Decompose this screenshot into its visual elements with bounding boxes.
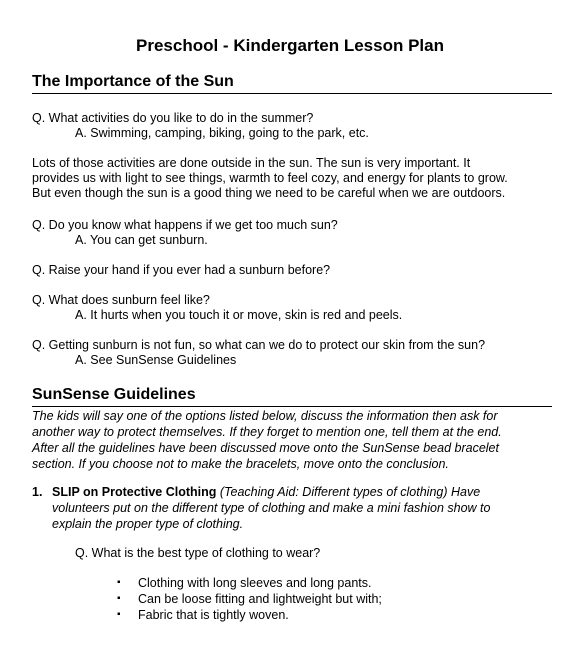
bullet-item-2: Can be loose fitting and lightweight but with; (138, 592, 382, 606)
bullet-item-1: Clothing with long sleeves and long pants. (138, 576, 372, 590)
bullet-item-3: Fabric that is tightly woven. (138, 608, 289, 622)
question-5: Q. Getting sunburn is not fun, so what can we do to protect our skin from the sun? (32, 338, 486, 352)
item-1-title: SLIP on Protective Clothing (52, 485, 217, 499)
question-3: Q. Raise your hand if you ever had a sunburn before? (32, 263, 331, 277)
paragraph-line-2: provides us with light to see things, warmth to feel cozy, and energy for plants to grow. (32, 171, 508, 185)
bullet-icon: ▪ (117, 593, 121, 604)
question-1: Q. What activities do you like to do in the summer? (32, 111, 314, 125)
page-title: Preschool - Kindergarten Lesson Plan (136, 36, 444, 55)
intro-line-1: The kids will say one of the options listed below, discuss the information then ask for (32, 409, 498, 423)
paragraph-line-1: Lots of those activities are done outside in the sun. The sun is very important. It (32, 156, 471, 170)
question-2: Q. Do you know what happens if we get too much sun? (32, 218, 338, 232)
answer-2: A. You can get sunburn. (75, 233, 208, 247)
item-1-line-1 (52, 484, 480, 500)
question-4: Q. What does sunburn feel like? (32, 293, 210, 307)
item-1-description: (Teaching Aid: Different types of clothing) Have (216, 485, 481, 499)
bullet-icon: ▪ (117, 609, 121, 620)
answer-5: A. See SunSense Guidelines (75, 353, 237, 367)
clothing-question: Q. What is the best type of clothing to wear? (75, 546, 321, 560)
answer-1: A. Swimming, camping, biking, going to the park, etc. (75, 126, 369, 140)
paragraph-line-3: But even though the sun is a good thing we need to be careful when we are outdoors. (32, 186, 506, 200)
item-1-line-3: explain the proper type of clothing. (52, 517, 244, 531)
section-heading-sunsense-guidelines: SunSense Guidelines (32, 386, 552, 407)
section-heading-importance-of-sun: The Importance of the Sun (32, 73, 552, 94)
item-1-number: 1. (32, 485, 43, 499)
answer-4: A. It hurts when you touch it or move, skin is red and peels. (75, 308, 403, 322)
intro-line-4: section. If you choose not to make the bracelets, move onto the conclusion. (32, 457, 449, 471)
intro-line-2: another way to protect themselves. If they forget to mention one, tell them at the end. (32, 425, 502, 439)
item-1-line-2: volunteers put on the different type of clothing and make a mini fashion show to (52, 501, 491, 515)
bullet-icon: ▪ (117, 577, 121, 588)
intro-line-3: After all the guidelines have been discussed move onto the SunSense bead bracelet (32, 441, 499, 455)
